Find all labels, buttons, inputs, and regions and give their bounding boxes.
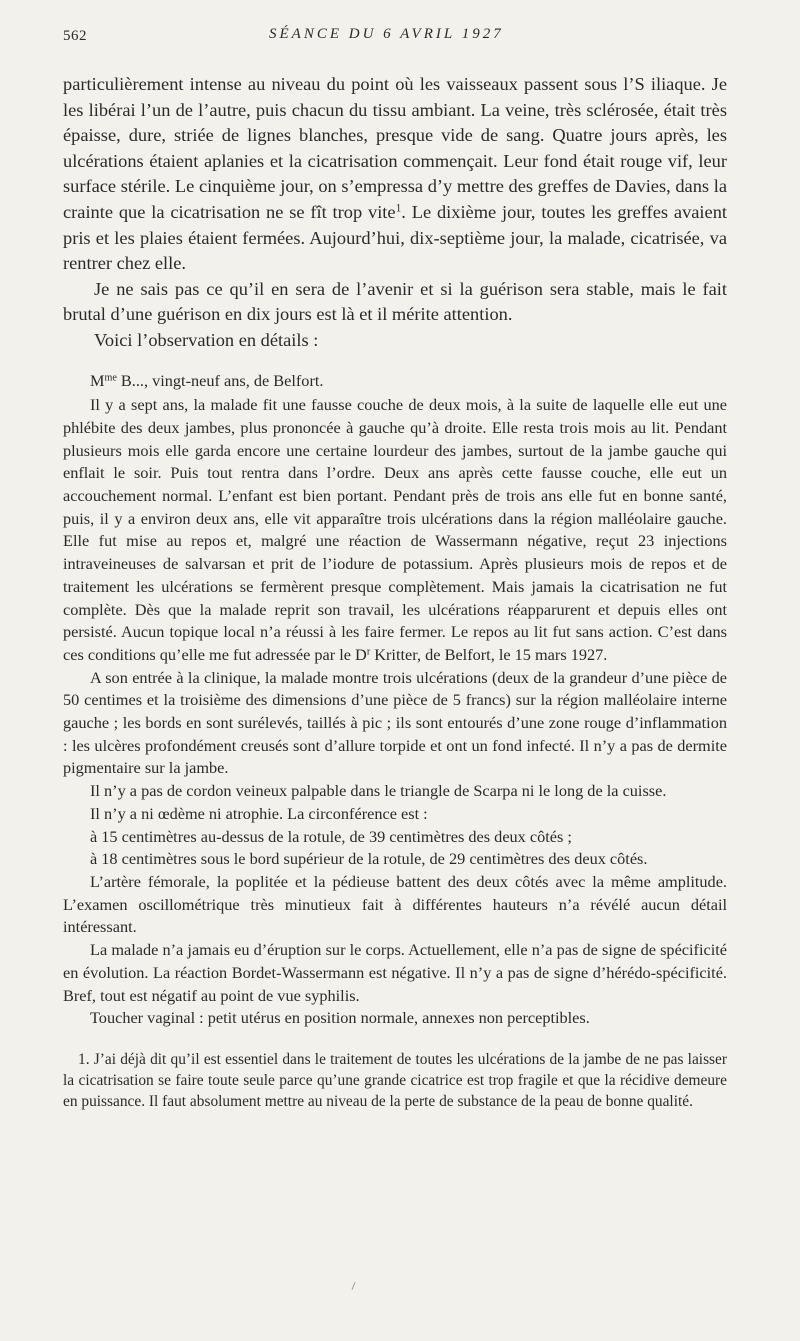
body-paragraph-3: Voici l’observation en détails : — [94, 329, 319, 350]
observation-paragraph-arteries: L’artère fémorale, la poplitée et la pédieuse battent des deux côtés avec la même amplitude. L’examen oscillométrique très minutieux fait à différentes hauteurs n’a révélé aucun détail intéressant. — [63, 872, 727, 937]
footnote-reference: 1 — [395, 202, 402, 215]
footnote-text: 1. J’ai déjà dit qu’il est essentiel dans le traitement de toutes les ulcérations de la jambe de ne pas laisser la cicatrisation se faire toute seule parce qu’une grande cicatrice est trop fragile et que la récidive demeure en puissance. Il faut absolument mettre au niveau de la perte de substance de la peau de bonne qualité. — [63, 1050, 727, 1110]
clinical-observation — [63, 370, 727, 1030]
observation-intro — [63, 370, 727, 393]
page-header — [63, 26, 727, 50]
observation-measurement-above: à 15 centimètres au-dessus de la rotule, de 39 centimètres des deux côtés ; — [90, 826, 572, 846]
doctor-superscript: r — [366, 646, 371, 658]
history-end: Kritter, de Belfort, le 15 mars 1927. — [370, 644, 608, 664]
running-title: SÉANCE DU 6 AVRIL 1927 — [269, 26, 504, 42]
observation-paragraph-syphilis: La malade n’a jamais eu d’éruption sur le corps. Actuellement, elle n’a pas de signe de spécificité en évolution. La réaction Bordet-Wassermann est négative. Il n’y a pas de signe d’hérédo-spécificité. Bref, tout est négatif au point de vue syphilis. — [63, 940, 727, 1005]
observation-paragraph-history — [63, 394, 727, 666]
observation-paragraph-circumference: Il n’y a ni œdème ni atrophie. La circonférence est : — [90, 803, 428, 823]
body-paragraph-1-text: particulièrement intense au niveau du point où les vaisseaux passent sous l’S iliaque. Je les libérai l’un de l’autre, puis chacun du tissu ambiant. La veine, très sclérosée, était très épaisse, dure, striée de lignes blanches, presque vide de sang. Quatre jours après, les ulcérations étaient aplanies et la cicatrisation commençait. Leur fond était rouge vif, leur surface stérile. Le cinquième jour, on s’empressa d’y mettre des greffes de Davies, dans la crainte que la cicatrisation ne se fît trop vite — [63, 74, 727, 222]
footnote — [63, 1049, 727, 1112]
body-paragraph-2: Je ne sais pas ce qu’il en sera de l’avenir et si la guérison sera stable, mais le fait brutal d’une guérison en dix jours est là et il mérite attention. — [63, 278, 727, 325]
patient-title-superscript: me — [104, 371, 117, 383]
observation-paragraph-exam: A son entrée à la clinique, la malade montre trois ulcérations (deux de la grandeur d’une pièce de 50 centimes et la troisième des dimensions d’une pièce de 5 francs) sur la région malléolaire interne gauche ; les bords en sont surélevés, taillés à pic ; ils sont entourés d’une zone rouge d’inflammation : les ulcères profondément creusés sont d’allure torpide et ont un fond infecté. Il n’y a pas de dermite pigmentaire sur la jambe. — [63, 667, 727, 778]
patient-prefix: M — [90, 370, 105, 390]
history-text: Il y a sept ans, la malade fit une fausse couche de deux mois, à la suite de laquelle elle eut une phlébite des deux jambes, plus prononcée à gauche qu’à droite. Elle resta trois mois au lit. Pendant plusieurs mois elle garda encore une certaine lourdeur des jambes, surtout de la jambe gauche qui enflait le soir. Puis tout rentra dans l’ordre. Deux ans après cette fausse couche, elle eut un accouchement normal. L’enfant est bien portant. Pendant près de trois ans elle fut en bonne santé, puis, il y a environ deux ans, elle vit apparaître trois ulcérations dans la région malléolaire gauche. Elle fut mise au repos et, malgré une réaction de Wassermann négative, reçut 23 injections intraveineuses de salvarsan et prit de l’iodure de potassium. Après plusieurs mois de repos et de traitement les ulcérations se fermèrent presque complètement. Mais jamais la cicatrisation ne fut complète. Dès que la malade reprit son travail, les ulcérations réapparurent et depuis elles ont persisté. Aucun topique local n’a réussi à les faire fermer. Le repos au lit fut sans action. C’est dans ces conditions qu’elle me fut adressée par le D — [63, 395, 727, 664]
main-text — [63, 72, 727, 354]
observation-measurement-below: à 18 centimètres sous le bord supérieur de la rotule, de 29 centimètres des deux côtés. — [90, 849, 648, 869]
observation-paragraph-vaginal: Toucher vaginal : petit utérus en position normale, annexes non perceptibles. — [90, 1008, 590, 1028]
page-number: 562 — [63, 28, 87, 44]
body-paragraph-1-end: . Le dixième jour, toutes les greffes avaient pris et les plaies étaient fermées. Aujourd’hui, dix-septième jour, la malade, cicatrisée, va rentrer chez elle. — [63, 201, 727, 274]
body-paragraph-1 — [63, 72, 727, 277]
stray-scan-mark — [352, 1282, 356, 1290]
observation-paragraph-vein: Il n’y a pas de cordon veineux palpable dans le triangle de Scarpa ni le long de la cuisse. — [90, 781, 667, 801]
patient-intro-text: B..., vingt-neuf ans, de Belfort. — [116, 370, 324, 390]
document-page — [63, 26, 727, 1112]
